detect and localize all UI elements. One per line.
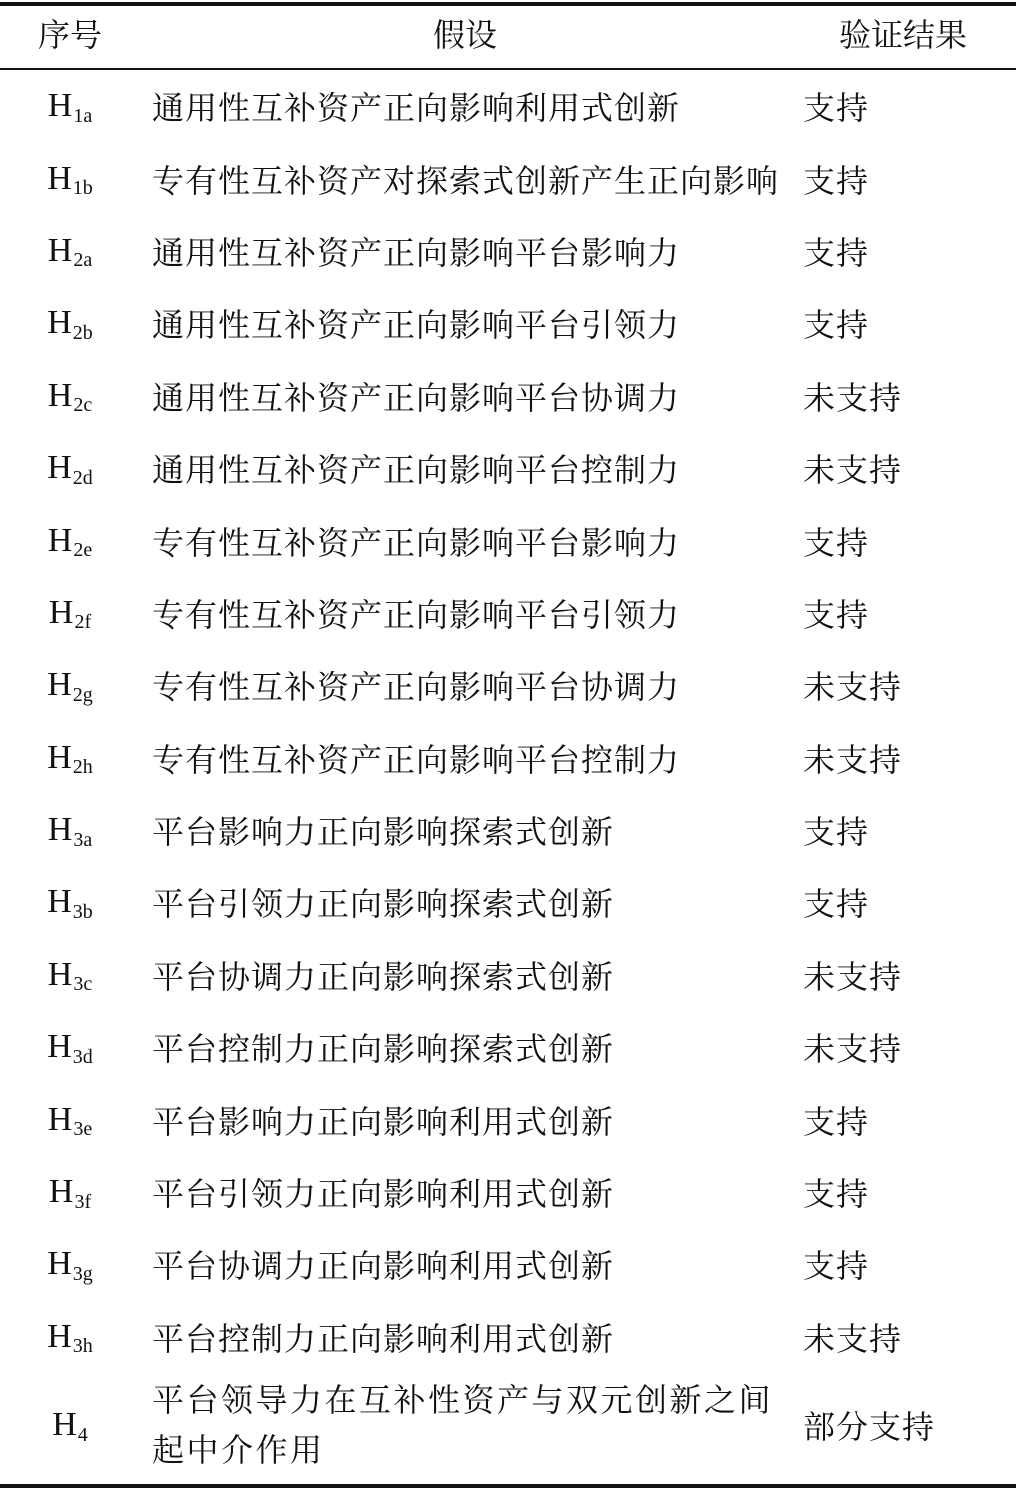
hypothesis-id-cell — [0, 1083, 140, 1155]
hypothesis-id-letter: H — [47, 521, 73, 559]
hypothesis-id-letter: H — [48, 1173, 74, 1211]
verification-result-cell: 支持 — [803, 813, 870, 852]
table-header-row — [0, 6, 1016, 68]
hypothesis-id-subscript: 2e — [73, 539, 93, 562]
verification-result-cell: 支持 — [803, 306, 870, 345]
verification-result-cell: 支持 — [803, 523, 870, 562]
hypothesis-id-letter: H — [52, 1406, 77, 1444]
hypothesis-id-cell — [0, 1301, 140, 1373]
hypothesis-id-letter: H — [47, 159, 72, 197]
hypothesis-id-subscript: 2g — [72, 683, 93, 706]
hypothesis-text-cell: 平台控制力正向影响探索式创新 — [152, 1030, 615, 1069]
hypothesis-id-subscript: 3d — [72, 1045, 93, 1068]
hypothesis-id-letter: H — [47, 1245, 72, 1283]
hypothesis-text-cell: 平台协调力正向影响利用式创新 — [152, 1247, 615, 1286]
table-row — [0, 1228, 1016, 1300]
table-row — [0, 215, 1016, 287]
hypothesis-id-subscript: 2c — [73, 394, 93, 417]
hypothesis-id-cell — [0, 577, 140, 649]
table-row — [0, 866, 1016, 938]
verification-result-cell: 支持 — [803, 885, 870, 924]
hypothesis-id-cell — [0, 70, 140, 142]
table-row — [0, 287, 1016, 359]
hypothesis-id-subscript: 3e — [73, 1118, 93, 1141]
hypothesis-text-cell: 平台影响力正向影响利用式创新 — [152, 1102, 615, 1141]
verification-result-cell: 支持 — [803, 1247, 870, 1286]
table-row — [0, 1083, 1016, 1155]
hypothesis-text-cell: 专有性互补资产对探索式创新产生正向影响 — [152, 161, 780, 200]
verification-result-cell: 未支持 — [803, 451, 903, 490]
hypothesis-id-letter: H — [47, 87, 73, 125]
hypothesis-id-letter: H — [47, 811, 73, 849]
hypothesis-id-letter: H — [48, 593, 74, 631]
hypothesis-id-cell — [0, 1011, 140, 1083]
table-row — [0, 722, 1016, 794]
table-row — [0, 939, 1016, 1011]
hypothesis-id-letter: H — [47, 304, 72, 342]
verification-result-cell: 未支持 — [803, 668, 903, 707]
hypothesis-id-subscript: 3a — [73, 828, 93, 851]
hypothesis-text-cell: 专有性互补资产正向影响平台协调力 — [152, 668, 681, 707]
verification-result-cell: 部分支持 — [803, 1408, 936, 1447]
hypothesis-id-subscript: 2a — [73, 249, 93, 272]
hypothesis-id-letter: H — [47, 955, 73, 993]
verification-result-cell: 支持 — [803, 233, 870, 272]
hypothesis-id-subscript: 1b — [72, 177, 93, 200]
hypothesis-id-cell — [0, 142, 140, 214]
verification-result-cell: 支持 — [803, 595, 870, 634]
table-row — [0, 504, 1016, 576]
table-row — [0, 577, 1016, 649]
hypothesis-text-cell: 专有性互补资产正向影响平台控制力 — [152, 740, 681, 779]
hypothesis-id-letter: H — [47, 1100, 73, 1138]
hypothesis-id-cell — [0, 722, 140, 794]
hypothesis-text-cell: 平台影响力正向影响探索式创新 — [152, 813, 615, 852]
hypothesis-id-cell — [0, 504, 140, 576]
hypothesis-id-cell — [0, 866, 140, 938]
verification-result-cell: 支持 — [803, 89, 870, 128]
hypothesis-id-cell — [0, 1373, 140, 1477]
hypothesis-text-cell: 平台引领力正向影响利用式创新 — [152, 1175, 615, 1214]
hypothesis-id-subscript: 2d — [72, 466, 93, 489]
hypothesis-id-letter: H — [47, 738, 72, 776]
hypothesis-id-cell — [0, 1156, 140, 1228]
verification-result-cell: 支持 — [803, 161, 870, 200]
table-row — [0, 1011, 1016, 1083]
hypothesis-id-cell — [0, 794, 140, 866]
table-row — [0, 432, 1016, 504]
hypothesis-id-subscript: 3g — [72, 1262, 93, 1285]
hypothesis-text-cell: 平台协调力正向影响探索式创新 — [152, 957, 615, 996]
table-bottom-rule — [0, 1484, 1016, 1488]
table-row — [0, 794, 1016, 866]
hypothesis-id-letter: H — [47, 666, 72, 704]
hypothesis-id-letter: H — [47, 449, 72, 487]
verification-result-cell: 未支持 — [803, 1030, 903, 1069]
hypothesis-id-subscript: 3b — [72, 900, 93, 923]
hypothesis-id-subscript: 2b — [72, 321, 93, 344]
verification-result-cell: 未支持 — [803, 957, 903, 996]
hypothesis-id-letter: H — [47, 376, 73, 414]
verification-result-cell: 支持 — [803, 1175, 870, 1214]
hypothesis-id-letter: H — [47, 231, 73, 269]
hypothesis-id-subscript: 4 — [77, 1423, 88, 1446]
table-row — [0, 1373, 1016, 1477]
hypothesis-id-cell — [0, 360, 140, 432]
hypothesis-id-cell — [0, 1228, 140, 1300]
hypothesis-text-cell: 通用性互补资产正向影响利用式创新 — [152, 89, 681, 128]
hypothesis-text-cell: 通用性互补资产正向影响平台引领力 — [152, 306, 681, 345]
table-row — [0, 70, 1016, 142]
table-row — [0, 360, 1016, 432]
hypothesis-text-cell: 专有性互补资产正向影响平台影响力 — [152, 523, 681, 562]
hypothesis-text-cell: 平台领导力在互补性资产与双元创新之间起中介作用 — [152, 1381, 774, 1470]
hypothesis-id-cell — [0, 939, 140, 1011]
hypothesis-id-subscript: 3f — [74, 1190, 92, 1213]
hypothesis-id-letter: H — [47, 883, 72, 921]
hypothesis-id-cell — [0, 432, 140, 504]
hypothesis-id-cell — [0, 287, 140, 359]
verification-result-cell: 支持 — [803, 1102, 870, 1141]
hypothesis-id-letter: H — [47, 1028, 72, 1066]
header-id: 序号 — [37, 16, 102, 54]
hypothesis-id-subscript: 1a — [73, 104, 93, 127]
header-result: 验证结果 — [838, 16, 967, 54]
verification-result-cell: 未支持 — [803, 378, 903, 417]
hypothesis-id-letter: H — [47, 1317, 72, 1355]
hypothesis-text-cell: 专有性互补资产正向影响平台引领力 — [152, 595, 681, 634]
hypothesis-text-cell: 平台控制力正向影响利用式创新 — [152, 1319, 615, 1358]
verification-result-cell: 未支持 — [803, 740, 903, 779]
hypothesis-id-cell — [0, 215, 140, 287]
hypothesis-id-cell — [0, 649, 140, 721]
hypothesis-text-cell: 通用性互补资产正向影响平台控制力 — [152, 451, 681, 490]
hypothesis-id-subscript: 3h — [72, 1335, 93, 1358]
hypothesis-text-cell: 平台引领力正向影响探索式创新 — [152, 885, 615, 924]
table-body — [0, 70, 1016, 1477]
table-row — [0, 142, 1016, 214]
hypothesis-id-subscript: 2h — [72, 756, 93, 779]
header-hypothesis: 假设 — [432, 16, 497, 54]
table-row — [0, 1156, 1016, 1228]
hypothesis-text-cell: 通用性互补资产正向影响平台影响力 — [152, 233, 681, 272]
hypothesis-id-subscript: 2f — [74, 611, 92, 634]
hypothesis-text-cell: 通用性互补资产正向影响平台协调力 — [152, 378, 681, 417]
verification-result-cell: 未支持 — [803, 1319, 903, 1358]
table-row — [0, 1301, 1016, 1373]
table-row — [0, 649, 1016, 721]
hypothesis-id-subscript: 3c — [73, 973, 93, 996]
